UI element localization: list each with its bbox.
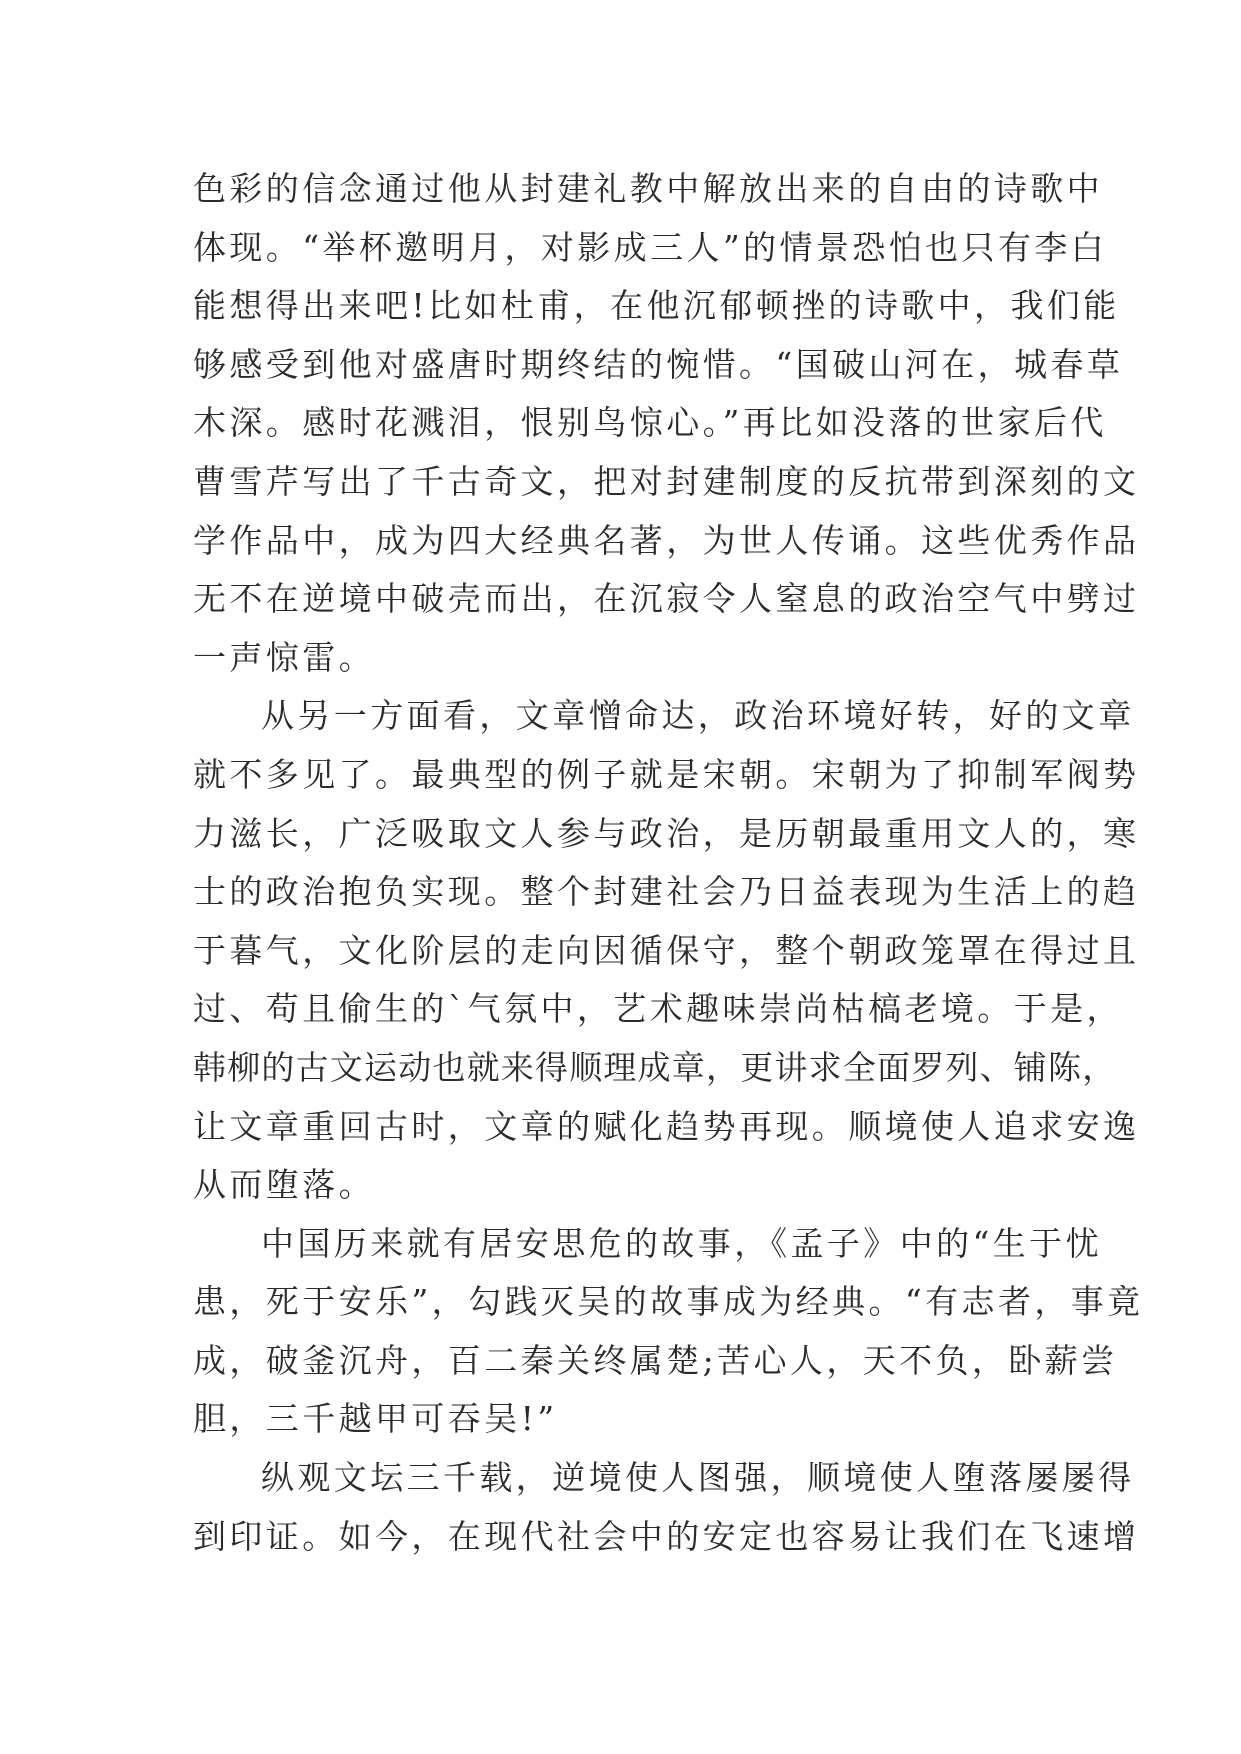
- text-line: 纵观文坛三千载，逆境使人图强，顺境使人堕落屡屡得: [261, 1458, 1135, 1498]
- text-line: 到印证。如今，在现代社会中的安定也容易让我们在飞速增: [193, 1516, 1140, 1556]
- text-line: 能想得出来吧!比如杜甫，在他沉郁顿挫的诗歌中，我们能: [193, 286, 1120, 326]
- paragraph-3: [193, 1215, 1144, 1449]
- text-line: 士的政治抱负实现。整个封建社会乃日益表现为生活上的趋: [193, 872, 1140, 912]
- text-line: 成，破釜沉舟，百二秦关终属楚;苦心人，天不负，卧薪尝: [193, 1340, 1118, 1380]
- paragraph-2: [193, 687, 1140, 1214]
- text-line: 色彩的信念通过他从封建礼教中解放出来的自由的诗歌中: [193, 169, 1103, 208]
- text-line: 无不在逆境中破壳而出，在沉寂令人窒息的政治空气中劈过: [193, 579, 1140, 619]
- text-line: 韩柳的古文运动也就来得顺理成章，更讲求全面罗列、铺陈，: [193, 1047, 1117, 1087]
- text-line: 一声惊雷。: [193, 637, 375, 677]
- text-line: 就不多见了。最典型的例子就是宋朝。宋朝为了抑制军阀势: [193, 754, 1140, 794]
- text-line: 学作品中，成为四大经典名著，为世人传诵。这些优秀作品: [193, 520, 1140, 560]
- text-line: 体现。“举杯邀明月，对影成三人”的情景恐怕也只有李白: [193, 227, 1108, 267]
- text-line: 木深。感时花溅泪，恨别鸟惊心。”再比如没落的世家后代: [193, 403, 1107, 443]
- body-text: [193, 160, 1144, 1566]
- text-line: 力滋长，广泛吸取文人参与政治，是历朝最重用文人的，寒: [193, 813, 1140, 853]
- text-line: 过、苟且偷生的`气氛中，艺术趣味崇尚枯槁老境。于是，: [193, 989, 1123, 1029]
- paragraph-1: [193, 160, 1140, 687]
- text-line: 胆，三千越甲可吞吴!”: [193, 1399, 558, 1439]
- text-line: 于暮气，文化阶层的走向因循保守，整个朝政笼罩在得过且: [193, 930, 1140, 970]
- text-line: 让文章重回古时，文章的赋化趋势再现。顺境使人追求安逸: [193, 1106, 1140, 1146]
- text-line: 患，死于安乐”，勾践灭吴的故事成为经典。“有志者，事竟: [193, 1282, 1144, 1322]
- text-line: 曹雪芹写出了千古奇文，把对封建制度的反抗带到深刻的文: [193, 461, 1140, 501]
- text-line: 中国历来就有居安思危的故事，《孟子》中的“生于忧: [261, 1223, 1102, 1263]
- text-line: 从另一方面看，文章憎命达，政治环境好转，好的文章: [261, 696, 1135, 736]
- text-line: 够感受到他对盛唐时期终结的惋惜。“国破山河在，城春草: [193, 344, 1124, 384]
- paragraph-4: [193, 1449, 1140, 1566]
- text-line: 从而堕落。: [193, 1165, 375, 1205]
